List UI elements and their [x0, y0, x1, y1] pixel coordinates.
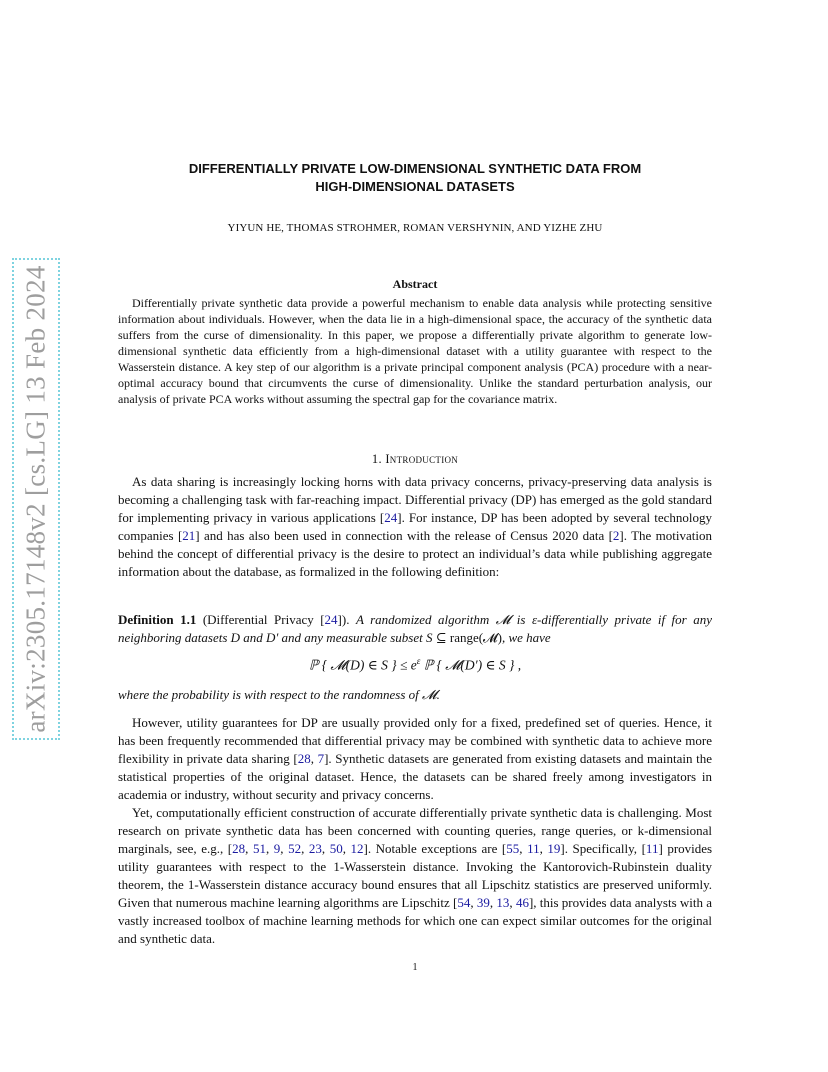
arxiv-stamp[interactable]	[12, 258, 60, 740]
author-list: YIYUN HE, THOMAS STROHMER, ROMAN VERSHYNIN, AND YIZHE ZHU	[227, 222, 603, 234]
intro-paragraph-2: However, utility guarantees for DP are usually provided only for a fixed, predefined set of queries. Hence, it has been frequently recommended that differential privacy may be combined with synthetic data to achieve more flexibility in private data sharing [28, 7]. Synthetic datasets are generated from existing datasets and maintain the statistical properties of the original dataset. Hence, the datasets can be shared freely among investigators in academia or industry, without security and privacy concerns.	[118, 715, 713, 802]
citation-link[interactable]: 28	[232, 841, 246, 856]
definition-after-text: where the probability is with respect to the randomness of 𝓜.	[118, 687, 440, 702]
page-number: 1	[412, 962, 418, 973]
citation-link[interactable]: 23	[308, 841, 322, 856]
citation-link[interactable]: 52	[288, 841, 302, 856]
title-line-1: DIFFERENTIALLY PRIVATE LOW-DIMENSIONAL SYNTHETIC DATA FROM	[188, 161, 642, 176]
citation-link[interactable]: 24	[384, 510, 398, 525]
citation-link[interactable]: 11	[645, 841, 659, 856]
citation-link[interactable]: 7	[317, 751, 325, 766]
section-number: 1.	[371, 452, 382, 466]
citation-link[interactable]: 50	[329, 841, 343, 856]
abstract-body: Differentially private synthetic data provide a powerful mechanism to enable data analysis while protecting sensitive information about individuals. However, when the data lie in a high-dimensional space, the accuracy of the synthetic data suffers from the curse of dimensionality. In this paper, we propose a differentially private algorithm to generate low-dimensional synthetic data efficiently from a high-dimensional dataset with a utility guarantee with respect to the Wasserstein distance. A key step of our algorithm is a private principal component analysis (PCA) procedure with a near-optimal accuracy bound that circumvents the curse of dimensionality. Unlike the standard perturbation analysis, our analysis of private PCA works without assuming the spectral gap for the covariance matrix.	[118, 296, 712, 406]
paper-title	[118, 160, 712, 196]
citation-link[interactable]: 21	[182, 528, 196, 543]
title-line-2: HIGH-DIMENSIONAL DATASETS	[315, 179, 515, 194]
arxiv-stamp-text: arXiv:2305.17148v2 [cs.LG] 13 Feb 2024	[20, 265, 51, 733]
dp-equation: ℙ { 𝓜(D) ∈ S } ≤ $e^\varepsilon$ ℙ { 𝓜(D′) ∈ S } ,	[308, 656, 522, 673]
citation-link[interactable]: 39	[476, 895, 490, 910]
citation-link[interactable]: 24	[324, 612, 338, 627]
section-title: Introduction	[385, 452, 459, 466]
citation-link[interactable]: 54	[457, 895, 471, 910]
citation-link[interactable]: 2	[612, 528, 620, 543]
intro-paragraph-1: As data sharing is increasingly locking horns with data privacy concerns, privacy-preserving data analysis is becoming a challenging task with far-reaching impact. Differential privacy (DP) has emerged as the gold standard for implementing privacy in various applications [24]. For instance, DP has been adopted by several technology companies [21] and has also been used in connection with the release of Census 2020 data [2]. The motivation behind the concept of differential privacy is the desire to protect an individual’s data while publishing aggregate information about the database, as formalized in the following definition:	[118, 474, 713, 579]
citation-link[interactable]: 9	[273, 841, 281, 856]
citation-link[interactable]: 19	[547, 841, 561, 856]
intro-paragraph-3: Yet, computationally efficient construction of accurate differentially private synthetic data is challenging. Most research on private synthetic data has been concerned with counting queries, range queries, or k-dimensional marginals, see, e.g., [28, 51, 9, 52, 23, 50, 12]. Notable exceptions are [55, 11, 19]. Specifically, [11] provides utility guarantees with respect to the 1-Wasserstein distance. Invoking the Kantorovich-Rubinstein duality theorem, the 1-Wasserstein distance accuracy bound ensures that all Lipschitz statistics are preserved uniformly. Given that numerous machine learning algorithms are Lipschitz [54, 39, 13, 46], this provides data analysts with a vastly increased toolbox of machine learning methods for which one can expect similar outcomes for the original and synthetic data.	[118, 805, 713, 946]
abstract-heading: Abstract	[392, 277, 438, 291]
citation-link[interactable]: 11	[527, 841, 540, 856]
citation-link[interactable]: 28	[297, 751, 311, 766]
citation-link[interactable]: 13	[496, 895, 510, 910]
citation-link[interactable]: 12	[350, 841, 364, 856]
section-heading	[118, 452, 712, 467]
citation-link[interactable]: 51	[252, 841, 266, 856]
citation-link[interactable]: 55	[506, 841, 520, 856]
definition-label: Definition 1.1	[118, 612, 197, 627]
citation-link[interactable]: 46	[515, 895, 529, 910]
definition-block: Definition 1.1 (Differential Privacy [24]). A randomized algorithm 𝓜 is ε-differentially private if for any neighboring datasets D and D′ and any measurable subset S ⊆ range(𝓜), we have	[118, 612, 712, 645]
